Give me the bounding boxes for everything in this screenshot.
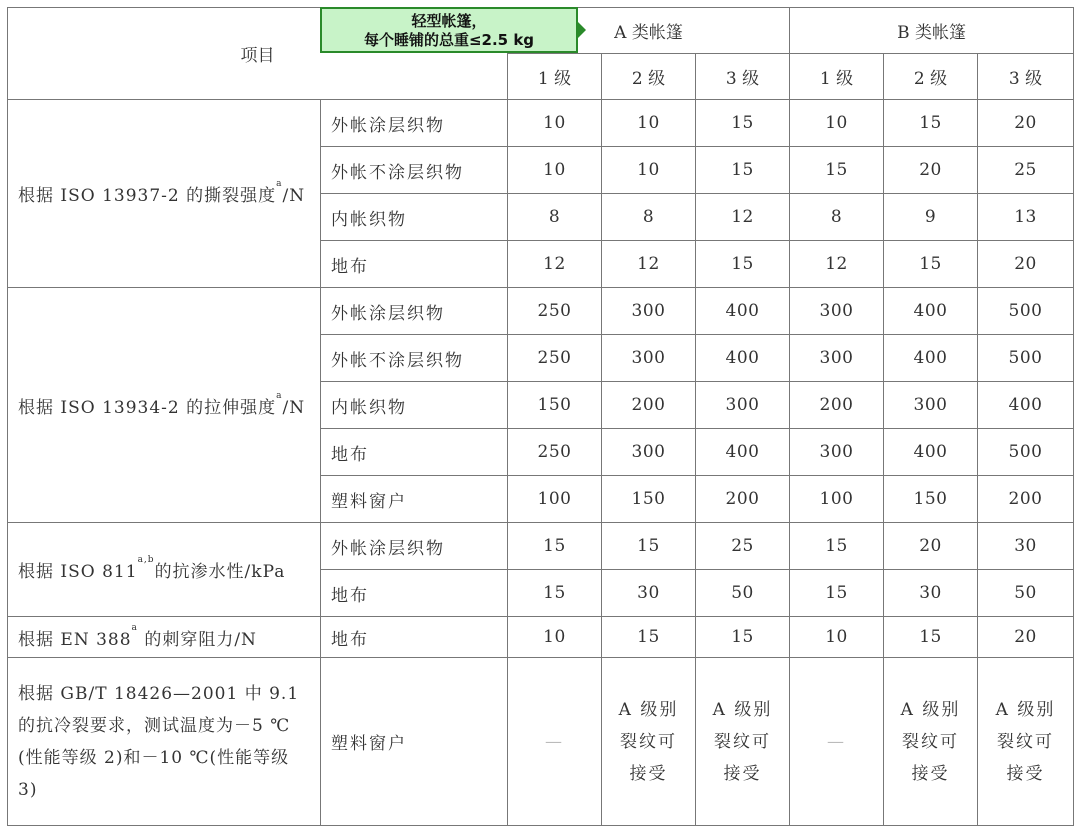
table-row: [8, 288, 1074, 335]
value-cell: 15: [884, 617, 978, 658]
value-cell: 50: [696, 570, 790, 617]
value-cell: 100: [790, 476, 884, 523]
item-label: [8, 100, 321, 288]
value-cell: 15: [508, 570, 602, 617]
item-label-text: 根据 ISO 13934-2 的拉伸强度: [18, 397, 277, 418]
value-cell: 30: [978, 523, 1074, 570]
value-cell: 200: [978, 476, 1074, 523]
value-cell: 15: [696, 100, 790, 147]
value-cell: A 级别裂纹可接受: [696, 658, 790, 826]
table-row: [8, 523, 1074, 570]
item-label-unit: 的抗渗水性/kPa: [154, 562, 286, 582]
value-cell: 8: [790, 194, 884, 241]
value-cell: 300: [602, 429, 696, 476]
grade-header: 1 级: [508, 54, 602, 100]
value-cell: 12: [696, 194, 790, 241]
value-cell: 15: [790, 570, 884, 617]
value-cell: 10: [790, 100, 884, 147]
item-label-text: 根据 ISO 811: [18, 562, 138, 582]
value-cell: 15: [696, 147, 790, 194]
value-cell: 10: [508, 617, 602, 658]
footnote-marker: a: [131, 622, 138, 633]
value-cell: 30: [884, 570, 978, 617]
value-cell: 200: [790, 382, 884, 429]
value-cell: 9: [884, 194, 978, 241]
sub-item-label: 外帐不涂层织物: [321, 147, 508, 194]
callout-line-2: 每个睡铺的总重≤2.5 kg: [363, 31, 535, 49]
value-cell: 10: [790, 617, 884, 658]
value-cell: —: [508, 658, 602, 826]
header-item: 项目: [8, 8, 508, 100]
value-cell: 250: [508, 335, 602, 382]
footnote-marker: a,b: [137, 555, 155, 565]
value-cell: 15: [508, 523, 602, 570]
item-label: [8, 288, 321, 523]
value-cell: 12: [602, 241, 696, 288]
item-label-unit: 的刺穿阻力/N: [137, 629, 257, 650]
callout-line-1: 轻型帐篷，: [411, 12, 487, 30]
sub-item-label: 内帐织物: [321, 194, 508, 241]
value-cell: 30: [602, 570, 696, 617]
value-cell: 20: [978, 241, 1074, 288]
value-cell: 10: [508, 100, 602, 147]
item-label-unit: /N: [282, 186, 306, 206]
value-cell: 15: [602, 523, 696, 570]
value-cell: 10: [508, 147, 602, 194]
value-cell: 400: [884, 288, 978, 335]
sub-item-label: 塑料窗户: [321, 658, 508, 826]
sub-item-label: 内帐织物: [321, 382, 508, 429]
header-class-b: B 类帐篷: [790, 8, 1074, 54]
value-cell: 300: [790, 335, 884, 382]
item-label: [8, 617, 321, 658]
item-label: 根据 GB/T 18426—2001 中 9.1 的抗冷裂要求，测试温度为－5 ℃(性能等级 2)和－10 ℃(性能等级 3): [8, 658, 321, 826]
value-cell: 300: [884, 382, 978, 429]
header-class-a: A 类帐篷: [508, 8, 790, 54]
sub-item-label: 塑料窗户: [321, 476, 508, 523]
value-cell: 15: [790, 523, 884, 570]
value-cell: A 级别裂纹可接受: [602, 658, 696, 826]
footnote-marker: a: [276, 390, 283, 401]
value-cell: 10: [602, 100, 696, 147]
value-cell: 25: [696, 523, 790, 570]
value-cell: 200: [602, 382, 696, 429]
value-cell: 15: [602, 617, 696, 658]
value-cell: 50: [978, 570, 1074, 617]
item-label-text: 根据 EN 388: [18, 629, 132, 650]
value-cell: 15: [790, 147, 884, 194]
sub-item-label: 外帐涂层织物: [321, 100, 508, 147]
value-cell: 200: [696, 476, 790, 523]
sub-item-label: 外帐不涂层织物: [321, 335, 508, 382]
value-cell: 20: [978, 100, 1074, 147]
value-cell: 400: [696, 335, 790, 382]
value-cell: 300: [602, 288, 696, 335]
value-cell: 25: [978, 147, 1074, 194]
value-cell: 12: [508, 241, 602, 288]
value-cell: 10: [602, 147, 696, 194]
value-cell: 300: [790, 429, 884, 476]
spec-table: [7, 7, 1074, 826]
value-cell: 150: [602, 476, 696, 523]
item-label-text: 根据 ISO 13937-2 的撕裂强度: [18, 186, 277, 206]
table-row: [8, 617, 1074, 658]
grade-header: 3 级: [696, 54, 790, 100]
value-cell: 400: [884, 335, 978, 382]
value-cell: 300: [602, 335, 696, 382]
sub-item-label: 地布: [321, 429, 508, 476]
sub-item-label: 外帐涂层织物: [321, 523, 508, 570]
sub-item-label: 地布: [321, 241, 508, 288]
value-cell: 400: [978, 382, 1074, 429]
item-label: [8, 523, 321, 617]
value-cell: 400: [884, 429, 978, 476]
value-cell: 100: [508, 476, 602, 523]
grade-header: 2 级: [884, 54, 978, 100]
value-cell: 20: [978, 617, 1074, 658]
item-label-unit: /N: [282, 397, 306, 418]
value-cell: 500: [978, 335, 1074, 382]
value-cell: 400: [696, 429, 790, 476]
callout-label: [320, 7, 578, 53]
value-cell: 8: [602, 194, 696, 241]
sub-item-label: 地布: [321, 570, 508, 617]
value-cell: 13: [978, 194, 1074, 241]
sub-item-label: 外帐涂层织物: [321, 288, 508, 335]
value-cell: 15: [884, 100, 978, 147]
value-cell: 15: [696, 617, 790, 658]
grade-header: 2 级: [602, 54, 696, 100]
value-cell: —: [790, 658, 884, 826]
value-cell: 300: [790, 288, 884, 335]
table-row: [8, 658, 1074, 826]
value-cell: 8: [508, 194, 602, 241]
footnote-marker: a: [276, 179, 283, 189]
value-cell: 15: [884, 241, 978, 288]
grade-header: 1 级: [790, 54, 884, 100]
value-cell: 20: [884, 147, 978, 194]
grade-header: 3 级: [978, 54, 1074, 100]
sub-item-label: 地布: [321, 617, 508, 658]
value-cell: A 级别裂纹可接受: [978, 658, 1074, 826]
value-cell: 150: [508, 382, 602, 429]
value-cell: 15: [696, 241, 790, 288]
table-row: [8, 100, 1074, 147]
value-cell: 12: [790, 241, 884, 288]
value-cell: 250: [508, 288, 602, 335]
value-cell: A 级别裂纹可接受: [884, 658, 978, 826]
value-cell: 300: [696, 382, 790, 429]
value-cell: 250: [508, 429, 602, 476]
value-cell: 150: [884, 476, 978, 523]
value-cell: 400: [696, 288, 790, 335]
value-cell: 500: [978, 429, 1074, 476]
value-cell: 20: [884, 523, 978, 570]
value-cell: 500: [978, 288, 1074, 335]
